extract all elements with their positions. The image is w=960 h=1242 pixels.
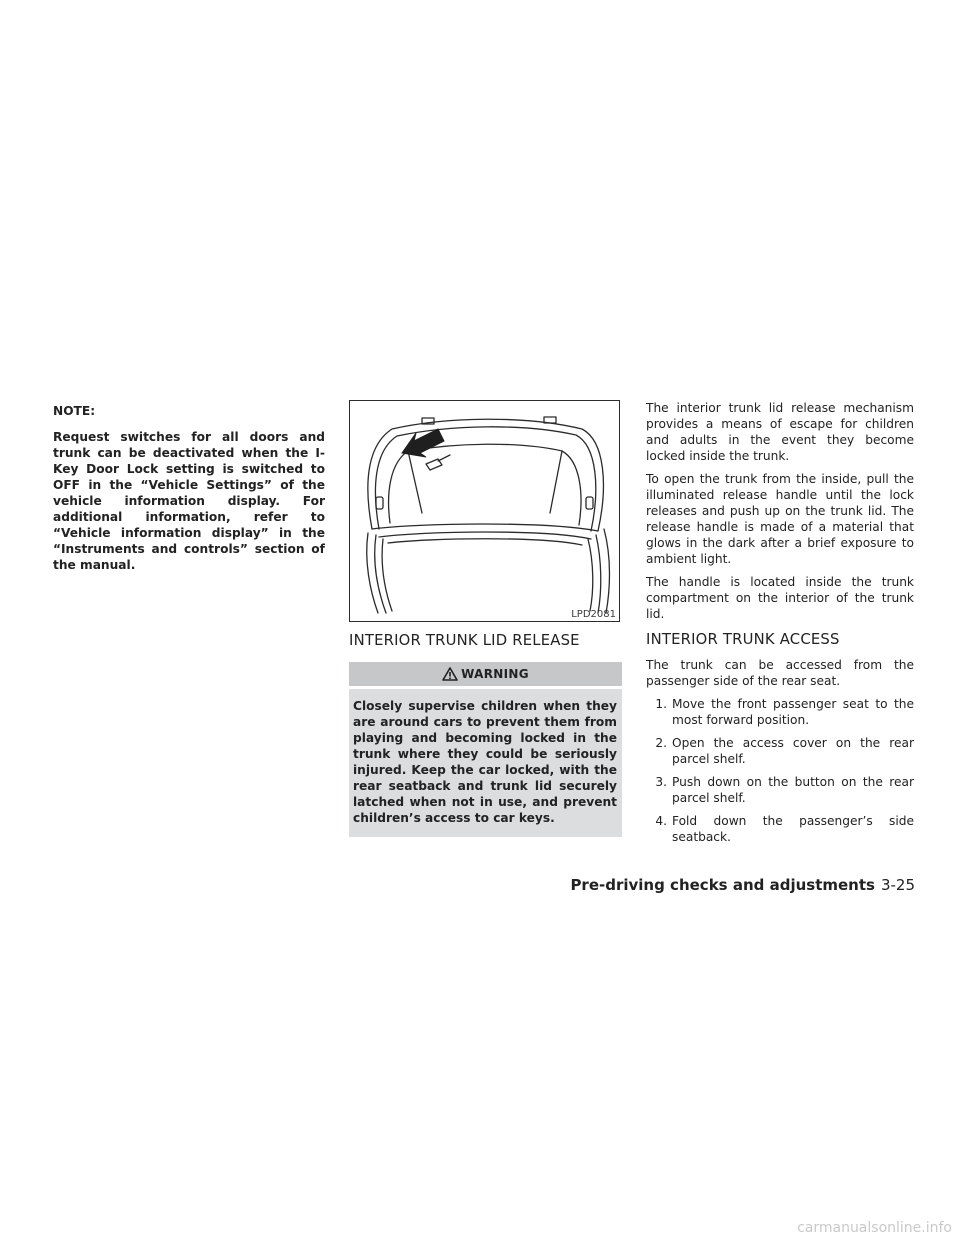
step-text: Move the front passenger seat to the most forward position. <box>672 697 914 727</box>
step-number: 4. <box>655 814 667 828</box>
step-number: 3. <box>655 775 667 789</box>
access-steps-list <box>646 696 914 845</box>
trunk-lid-illustration-icon <box>350 401 619 621</box>
list-item <box>646 774 914 806</box>
paragraph-handle-location: The handle is located inside the trunk compartment on the interior of the trunk lid. <box>646 575 914 621</box>
step-number: 1. <box>655 697 667 711</box>
list-item <box>646 813 914 845</box>
list-item <box>646 735 914 767</box>
step-text: Open the access cover on the rear parcel shelf. <box>672 736 914 766</box>
section-heading-trunk-lid-release: INTERIOR TRUNK LID RELEASE <box>349 632 580 649</box>
warning-triangle-icon <box>442 667 458 681</box>
trunk-lid-figure <box>349 400 620 622</box>
warning-body: Closely supervise children when they are around cars to prevent them from playing and becoming locked in the trunk where they could be seriously injured. Keep the car locked, with the rear seatback and trunk lid securely latched when not in use, and prevent children’s access to car keys. <box>349 689 622 837</box>
note-body: Request switches for all doors and trunk can be deactivated when the I-Key Door Lock setting is switched to OFF in the “Vehicle Settings” of the vehicle information display. For additional information, refer to “Vehicle information display” in the “Instruments and controls” section of the manual. <box>53 430 325 572</box>
text-column <box>646 400 914 852</box>
warning-box <box>349 662 622 837</box>
step-number: 2. <box>655 736 667 750</box>
footer-section-title: Pre-driving checks and adjustments <box>570 876 875 894</box>
section-heading-trunk-access: INTERIOR TRUNK ACCESS <box>646 631 840 648</box>
warning-title: WARNING <box>461 667 529 681</box>
note-heading: NOTE: <box>53 404 96 418</box>
figure-code: LPD2081 <box>571 609 616 620</box>
warning-header <box>349 662 622 686</box>
list-item <box>646 696 914 728</box>
watermark: carmanualsonline.info <box>797 1220 952 1236</box>
paragraph-release-mechanism: The interior trunk lid release mechanism provides a means of escape for children and adults in the event they become locked inside the trunk. <box>646 401 914 463</box>
note-column <box>53 400 325 573</box>
page-footer <box>570 876 915 894</box>
figure-column <box>349 400 622 837</box>
step-text: Fold down the passenger’s side seatback. <box>672 814 914 844</box>
paragraph-access-intro: The trunk can be accessed from the passenger side of the rear seat. <box>646 658 914 688</box>
page-number: 3-25 <box>880 876 915 894</box>
step-text: Push down on the button on the rear parcel shelf. <box>672 775 914 805</box>
paragraph-open-trunk: To open the trunk from the inside, pull the illuminated release handle until the lock releases and push up on the trunk lid. The release handle is made of a material that glows in the dark after a brief exposure to ambient light. <box>646 472 914 566</box>
